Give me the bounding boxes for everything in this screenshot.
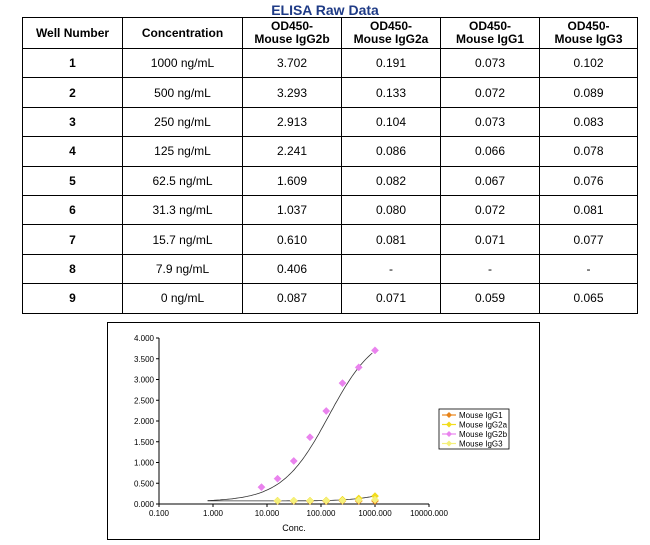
header-text: OD450- [369,19,413,33]
y-tick-label: 0.500 [133,479,154,489]
x-tick-label: 10000.000 [410,509,448,518]
elisa-chart [107,322,540,540]
table-cell: 0.080 [342,195,441,224]
table-cell: - [441,254,540,283]
x-tick-label: 100.000 [306,509,336,518]
legend-entry: Mouse IgG2b [459,430,508,439]
table-row [23,225,638,254]
table-cell: 5 [23,166,123,195]
y-tick-label: 2.000 [133,417,154,426]
igg2b-point [290,457,297,464]
header-od450-igg3 [540,18,638,49]
table-cell: 2.241 [243,137,342,166]
table-cell: 6 [23,195,123,224]
chart-svg [108,323,539,539]
table-cell: 0.071 [342,284,441,313]
table-row [23,254,638,283]
table-cell: 3.702 [243,49,342,78]
header-text: Mouse IgG2a [353,32,429,46]
table-cell: 2 [23,78,123,107]
table-cell: 125 ng/mL [123,137,243,166]
igg2b-point [339,380,346,387]
y-tick-label: 4.000 [133,334,154,343]
igg3-point [339,497,346,504]
table-cell: 9 [23,284,123,313]
table-cell: 500 ng/mL [123,78,243,107]
x-tick-label: 10.000 [254,509,280,518]
table-cell: 0.076 [540,166,638,195]
table-cell: 0.083 [540,107,638,136]
y-tick-label: 3.000 [133,375,154,385]
table-cell: 1.609 [243,166,342,195]
x-tick-label: 1000.000 [358,509,392,518]
table-cell: 0.066 [441,137,540,166]
table-cell: 4 [23,137,123,166]
header-text: Mouse IgG3 [554,32,623,46]
table-cell: - [540,254,638,283]
page-title: ELISA Raw Data [271,2,379,18]
table-cell: 0.072 [441,195,540,224]
table-cell: 31.3 ng/mL [123,195,243,224]
table-cell: 1.037 [243,195,342,224]
y-tick-label: 1.000 [133,458,154,468]
legend-entry: Mouse IgG1 [459,411,503,420]
header-text: OD450- [468,19,512,33]
table-cell: 0.072 [441,78,540,107]
table-row [23,284,638,313]
table-row [23,166,638,195]
igg2b-point [371,347,378,354]
legend-entry: Mouse IgG3 [459,439,503,449]
table-cell: 0.086 [342,137,441,166]
header-text: Concentration [141,25,224,40]
y-tick-label: 3.500 [133,354,154,364]
igg3-point [274,497,281,504]
header-od450-igg1 [441,18,540,49]
header-concentration [123,18,243,49]
igg2b-point [323,407,330,414]
table-cell: - [342,254,441,283]
y-tick-label: 1.500 [133,437,154,447]
table-cell: 1000 ng/mL [123,49,243,78]
table-cell: 0.067 [441,166,540,195]
igg3-point [306,497,313,504]
table-cell: 15.7 ng/mL [123,225,243,254]
table-cell: 0 ng/mL [123,284,243,313]
igg2b-point [258,484,265,491]
table-cell: 0.191 [342,49,441,78]
header-text: Well Number [35,25,110,40]
table-cell: 0.071 [441,225,540,254]
header-text: OD450- [567,19,610,33]
table-cell: 3 [23,107,123,136]
table-cell: 7 [23,225,123,254]
table-cell: 250 ng/mL [123,107,243,136]
table-cell: 7.9 ng/mL [123,254,243,283]
table-cell: 0.059 [441,284,540,313]
table-row [23,107,638,136]
y-tick-label: 0.000 [133,500,154,509]
igg3-point [290,497,297,504]
x-tick-label: 0.100 [148,509,170,518]
table-cell: 0.104 [342,107,441,136]
table-cell: 3.293 [243,78,342,107]
table-cell: 8 [23,254,123,283]
igg3-point [323,497,330,504]
table-row [23,49,638,78]
table-header-row [23,18,638,49]
igg2b-point [306,434,313,441]
table-cell: 0.077 [540,225,638,254]
header-od450-igg2b [243,18,342,49]
table-cell: 1 [23,49,123,78]
igg2b-fit-curve [208,353,373,501]
table-cell: 0.073 [441,49,540,78]
table-cell: 2.913 [243,107,342,136]
table-row [23,195,638,224]
table-cell: 0.081 [342,225,441,254]
table-cell: 0.406 [243,254,342,283]
table-cell: 0.082 [342,166,441,195]
table-cell: 0.065 [540,284,638,313]
legend-entry: Mouse IgG2a [459,420,508,430]
y-tick-label: 2.500 [133,396,154,406]
table-row [23,137,638,166]
header-text: OD450- [270,19,314,33]
table-cell: 0.078 [540,137,638,166]
table-row [23,78,638,107]
elisa-raw-data-table [22,17,638,314]
header-well-number [23,18,123,49]
header-text: Mouse IgG2b [254,32,330,46]
x-tick-label: 1.000 [202,509,224,518]
header-od450-igg2a [342,18,441,49]
table-cell: 0.610 [243,225,342,254]
header-text: Mouse IgG1 [455,32,524,46]
table-cell: 62.5 ng/mL [123,166,243,195]
table-cell: 0.102 [540,49,638,78]
table-cell: 0.081 [540,195,638,224]
x-axis-label: Conc. [282,523,306,533]
table-cell: 0.087 [243,284,342,313]
table-cell: 0.073 [441,107,540,136]
table-cell: 0.089 [540,78,638,107]
table-cell: 0.133 [342,78,441,107]
igg2b-point [274,475,281,482]
